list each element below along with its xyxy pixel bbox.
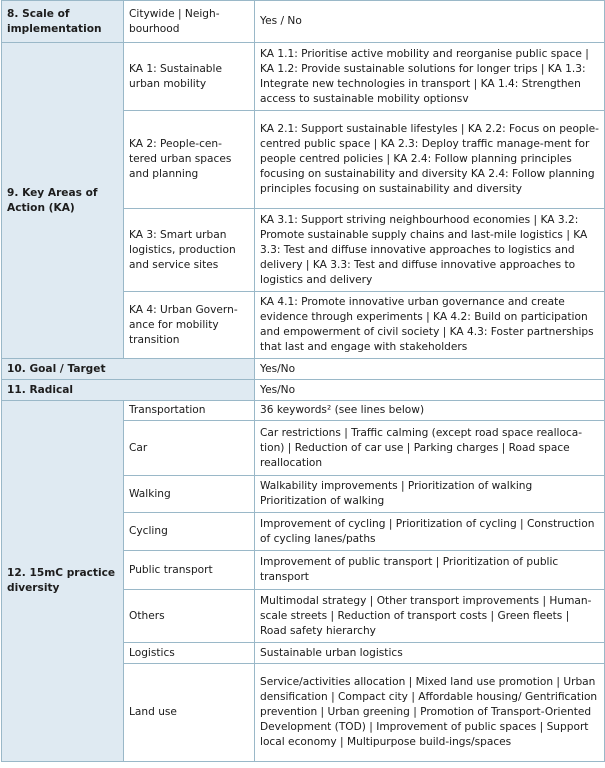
table-row [2, 380, 605, 401]
row-header-practice: 12. 15mC practice diversity [2, 401, 124, 762]
sub-label: KA 3: Smart urban logistics, production and service sites [124, 209, 255, 292]
sub-label: Walking [124, 476, 255, 513]
cell-value: Improvement of public transport | Prioritization of public transport [255, 551, 605, 590]
row-header-goal: 10. Goal / Target [2, 359, 255, 380]
row-header-radical: 11. Radical [2, 380, 255, 401]
cell-value: Multimodal strategy | Other transport improvements | Human-scale streets | Reduction of transport costs | Green fleets | Road safety hierarchy [255, 590, 605, 643]
sub-label: Public transport [124, 551, 255, 590]
sub-label: Cycling [124, 513, 255, 551]
cell-value: Walkability improvements | Prioritization of walking Prioritization of walking [255, 476, 605, 513]
sub-label: Transportation [124, 401, 255, 421]
criteria-table [1, 0, 605, 762]
cell-value: Service/activities allocation | Mixed land use promotion | Urban densification | Compact city | Affordable housing/ Gentrification prevention | Urban greening | Promotion of Transport-Oriented Development (TOD) | Improvement of public spaces | Support local economy | Multipurpose build-ings/spaces [255, 664, 605, 762]
sub-label: Citywide | Neigh-bourhood [124, 1, 255, 43]
cell-value: Sustainable urban logistics [255, 643, 605, 664]
cell-value: Improvement of cycling | Prioritization of cycling | Construction of cycling lanes/paths [255, 513, 605, 551]
sub-label: Car [124, 421, 255, 476]
sub-label: KA 2: People-cen-tered urban spaces and planning [124, 111, 255, 209]
cell-value: Car restrictions | Traffic calming (except road space realloca-tion) | Reduction of car use | Parking charges | Road space reallocation [255, 421, 605, 476]
row-header-scale: 8. Scale of implementation [2, 1, 124, 43]
sub-label: Others [124, 590, 255, 643]
table-row [2, 1, 605, 43]
cell-value: Yes/No [255, 359, 605, 380]
cell-value: Yes / No [255, 1, 605, 43]
table-row [2, 43, 605, 111]
cell-value: KA 4.1: Promote innovative urban governance and create evidence through experiments | KA 4.2: Build on participation and empowerment of civil society | KA 4.3: Foster partnerships that last and engage with stakeholders [255, 292, 605, 359]
sub-label: Logistics [124, 643, 255, 664]
row-header-ka: 9. Key Areas of Action (KA) [2, 43, 124, 359]
cell-value: Yes/No [255, 380, 605, 401]
sub-label: Land use [124, 664, 255, 762]
sub-label: KA 1: Sustainable urban mobility [124, 43, 255, 111]
cell-value: 36 keywords² (see lines below) [255, 401, 605, 421]
sub-label: KA 4: Urban Govern-ance for mobility transition [124, 292, 255, 359]
cell-value: KA 3.1: Support striving neighbourhood economies | KA 3.2: Promote sustainable supply chains and last-mile logistics | KA 3.3: Test and diffuse innovative approaches to logistics and delivery | KA 3.3: Test and diffuse innovative approaches to logistics and delivery [255, 209, 605, 292]
table-row [2, 359, 605, 380]
cell-value: KA 2.1: Support sustainable lifestyles | KA 2.2: Focus on people-centred public space | KA 2.3: Deploy traffic manage-ment for people centred policies | KA 2.4: Follow planning principles focusing on sustainability and diversity KA 2.4: Follow planning principles focusing on sustainability and diversity [255, 111, 605, 209]
table-row [2, 401, 605, 421]
cell-value: KA 1.1: Prioritise active mobility and reorganise public space | KA 1.2: Provide sustainable solutions for longer trips | KA 1.3: Integrate new technologies in transport | KA 1.4: Strengthen access to sustainable mobility optionsv [255, 43, 605, 111]
